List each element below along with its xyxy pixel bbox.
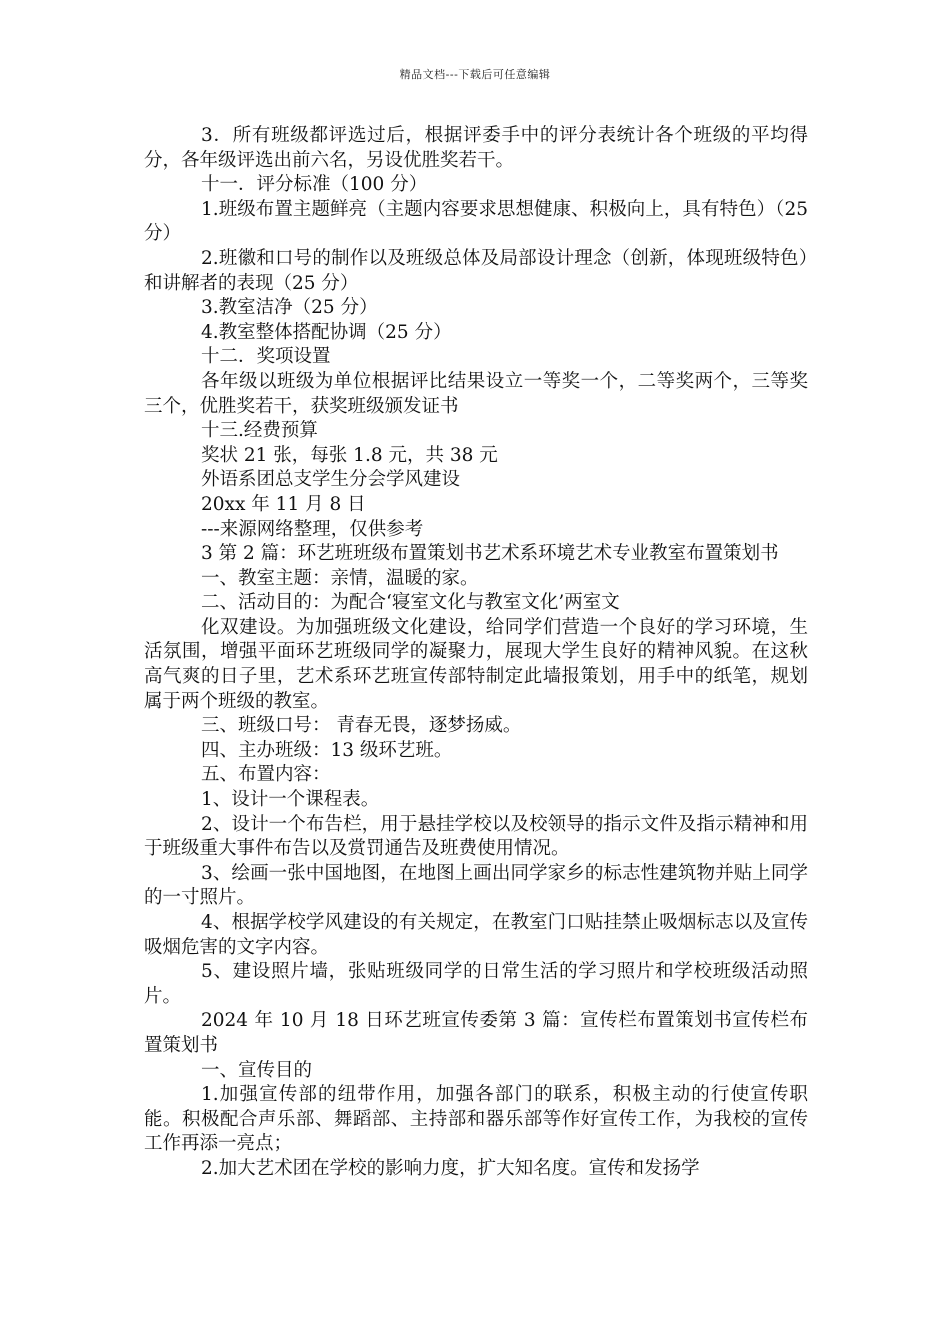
list-item: 1.加强宣传部的纽带作用，加强各部门的联系，积极主动的行使宣传职能。积极配合声乐部、舞蹈部、主持部和器乐部等作好宣传工作，为我校的宣传工作再添一亮点； [144,1084,808,1155]
paragraph: 2.班徽和口号的制作以及班级总体及局部设计理念（创新，体现班级特色）和讲解者的表现（25 分） [144,247,808,294]
list-item: 2.加大艺术团在学校的影响力度，扩大知名度。宣传和发扬学 [201,1157,700,1179]
paragraph: 3．所有班级都评选过后，根据评委手中的评分表统计各个班级的平均得分，各年级评选出前六名，另设优胜奖若干。 [144,125,808,171]
paragraph: 化双建设。为加强班级文化建设，给同学们营造一个良好的学习环境，生活氛围，增强平面环艺班级同学的凝聚力，展现大学生良好的精神风貌。在这秋高气爽的日子里，艺术系环艺班宣传部特制定此墙报策划，用手中的纸笔，规划属于两个班级的教室。 [144,616,808,712]
paragraph: 奖状 21 张，每张 1.8 元，共 38 元 [201,444,498,466]
section-heading: 一、宣传目的 [201,1059,313,1081]
list-item: 2、设计一个布告栏，用于悬挂学校以及校领导的指示文件及指示精神和用于班级重大事件布告以及赏罚通告及班费使用情况。 [144,813,808,860]
section-heading: 十一．评分标准（100 分） [201,174,428,196]
list-item: 4、根据学校学风建设的有关规定，在教室门口贴挂禁止吸烟标志以及宣传吸烟危害的文字内容。 [144,912,808,958]
list-item: 5、建设照片墙，张贴班级同学的日常生活的学习照片和学校班级活动照片。 [144,961,808,1007]
section-heading: 十二．奖项设置 [201,346,331,368]
list-item: 1、设计一个课程表。 [201,789,380,811]
paragraph: 3.教室洁净（25 分） [201,297,378,319]
paragraph: 二、活动目的：为配合‘寝室文化与教室文化’两室文 [201,592,620,614]
document-body [144,124,808,1182]
list-item: 3、绘画一张中国地图，在地图上画出同学家乡的标志性建筑物并贴上同学的一寸照片。 [144,862,808,909]
article-title: 2024 年 10 月 18 日环艺班宣传委第 3 篇：宣传栏布置策划书宣传栏布置策划书 [144,1010,808,1056]
paragraph: 4.教室整体搭配协调（25 分） [201,321,452,343]
section-heading: 五、布置内容： [201,764,331,786]
paragraph: 四、主办班级：13 级环艺班。 [201,739,453,761]
signature-organization: 外语系团总支学生分会学风建设 [201,469,461,491]
paragraph: 三、班级口号： 青春无畏，逐梦扬威。 [201,715,522,737]
paragraph: 一、教室主题：亲情，温暖的家。 [201,567,479,589]
paragraph: 各年级以班级为单位根据评比结果设立一等奖一个，二等奖两个，三等奖三个，优胜奖若干，获奖班级颁发证书 [144,370,808,417]
article-title: 3 第 2 篇：环艺班班级布置策划书艺术系环境艺术专业教室布置策划书 [201,543,779,565]
source-note: ---来源网络整理，仅供参考 [201,518,424,540]
section-heading: 十三.经费预算 [201,420,318,442]
paragraph: 1.班级布置主题鲜亮（主题内容要求思想健康、积极向上，具有特色）（25 分） [144,198,808,245]
signature-date: 20xx 年 11 月 8 日 [201,493,366,515]
page-header: 精品文档---下载后可任意编辑 [399,68,551,81]
